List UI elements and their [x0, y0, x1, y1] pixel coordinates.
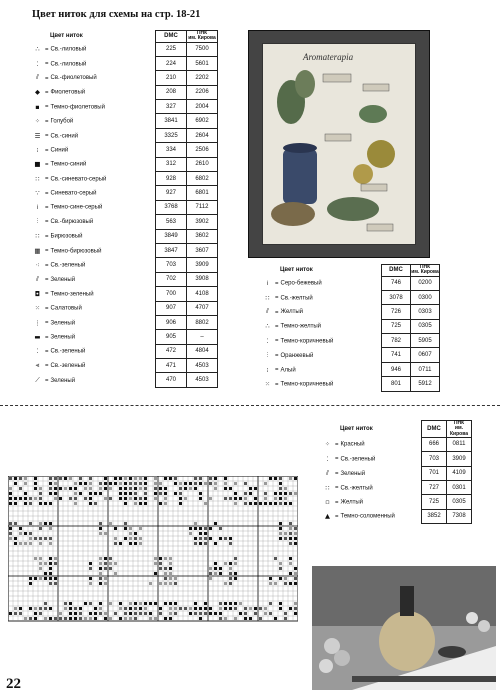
- thread-name: Темно-коричневый: [280, 338, 334, 345]
- stitch-symbol-icon: ⁖: [35, 261, 40, 270]
- cross-stitch-chart: [8, 476, 298, 629]
- col-header-name: Цвет ниток: [280, 267, 313, 274]
- equals-sign: =: [45, 233, 49, 240]
- thread-row: [32, 258, 218, 272]
- thread-name: Синий: [50, 147, 69, 154]
- thread-row: [32, 287, 218, 301]
- pnk-code: 2604: [187, 128, 218, 142]
- page-heading: Цвет ниток для схемы на стр. 18-21: [32, 9, 201, 20]
- equals-sign: =: [45, 248, 49, 255]
- stitch-symbol-icon: ⁙: [264, 379, 271, 388]
- dmc-code: 905: [156, 330, 187, 344]
- dmc-code: 208: [156, 85, 187, 99]
- dmc-code: 726: [382, 305, 411, 319]
- stitch-symbol-icon: ⁙: [34, 304, 41, 313]
- thread-table-second: [262, 264, 440, 392]
- thread-name-cell: [262, 319, 382, 333]
- thread-name: Зеленый: [50, 334, 76, 341]
- pnk-code: 3902: [187, 215, 218, 229]
- equals-sign: =: [275, 295, 279, 302]
- thread-row: [32, 42, 218, 56]
- thread-name: Св.-зеленый: [50, 363, 86, 370]
- stitch-symbol-icon: ∷: [325, 483, 330, 492]
- dmc-code: 3325: [156, 128, 187, 142]
- thread-name-cell: [32, 301, 156, 315]
- dmc-code: 224: [156, 56, 187, 70]
- thread-name: Св.-лиловый: [50, 61, 87, 68]
- dmc-code: 3078: [382, 290, 411, 304]
- thread-name-cell: [32, 243, 156, 257]
- thread-name-cell: [32, 85, 156, 99]
- thread-row: [32, 315, 218, 329]
- thread-row: [32, 229, 218, 243]
- dmc-code: 700: [156, 287, 187, 301]
- pnk-code: 3909: [187, 258, 218, 272]
- equals-sign: =: [335, 442, 339, 449]
- col-header-name: Цвет ниток: [340, 425, 373, 432]
- thread-row: [32, 143, 218, 157]
- stitch-symbol-icon: ☰: [34, 131, 41, 140]
- dmc-code: 312: [156, 157, 187, 171]
- thread-table-third: [322, 420, 472, 524]
- stitch-symbol-icon: ▪: [35, 102, 40, 111]
- equals-sign: =: [45, 61, 49, 68]
- equals-sign: =: [45, 133, 49, 140]
- thread-row: [262, 377, 440, 391]
- equals-sign: =: [45, 75, 49, 82]
- pnk-code: 6801: [187, 186, 218, 200]
- section-divider: [0, 405, 500, 406]
- thread-row: [32, 373, 218, 387]
- thread-name: Темно-зеленый: [50, 291, 94, 298]
- thread-name: Желтый: [280, 309, 304, 316]
- still-life-illustration: [312, 566, 496, 690]
- stitch-symbol-icon: ▬: [34, 333, 41, 341]
- artwork-title: Aromaterapia: [303, 52, 354, 62]
- thread-name-cell: [262, 348, 382, 362]
- dmc-code: 906: [156, 315, 187, 329]
- thread-name: Темно-сине-серый: [50, 205, 103, 212]
- stitch-symbol-icon: ▦: [34, 246, 41, 255]
- thread-name-cell: [32, 344, 156, 358]
- pnk-code: 3908: [187, 272, 218, 286]
- thread-name: Св.-бирюзовый: [50, 219, 94, 226]
- thread-row: [32, 128, 218, 142]
- dmc-code: 334: [156, 143, 187, 157]
- thread-name-cell: [262, 334, 382, 348]
- thread-name-cell: [32, 114, 156, 128]
- still-life-photo: [312, 566, 496, 690]
- thread-name-cell: [32, 71, 156, 85]
- thread-row: [32, 301, 218, 315]
- pnk-code: 2206: [187, 85, 218, 99]
- pnk-code: 0303: [411, 305, 440, 319]
- thread-name: Бирюзовый: [50, 233, 83, 240]
- thread-row: [262, 348, 440, 362]
- embroidery-canvas: [262, 43, 416, 245]
- thread-name-cell: [32, 56, 156, 70]
- pnk-code: 4108: [187, 287, 218, 301]
- thread-name-cell: [32, 172, 156, 186]
- equals-sign: =: [45, 320, 49, 327]
- thread-row: [262, 362, 440, 376]
- thread-name-cell: [32, 157, 156, 171]
- thread-name: Зеленый: [50, 277, 76, 284]
- equals-sign: =: [45, 176, 49, 183]
- dmc-code: 472: [156, 344, 187, 358]
- equals-sign: =: [45, 46, 49, 53]
- thread-name: Св.-зеленый: [50, 262, 86, 269]
- equals-sign: =: [335, 456, 339, 463]
- stitch-symbol-icon: ⁚: [36, 59, 39, 68]
- equals-sign: =: [45, 190, 49, 197]
- thread-name-cell: [262, 290, 382, 304]
- thread-row: [32, 157, 218, 171]
- thread-row: [32, 344, 218, 358]
- pnk-code: 0305: [411, 319, 440, 333]
- stitch-symbol-icon: ∷: [35, 174, 40, 183]
- stitch-symbol-icon: ⁚: [36, 347, 39, 356]
- equals-sign: =: [45, 89, 49, 96]
- equals-sign: =: [45, 205, 49, 212]
- thread-name-cell: [32, 215, 156, 229]
- pnk-code: 3607: [187, 243, 218, 257]
- thread-name: Св.-желтый: [340, 485, 373, 492]
- pnk-code: 3909: [447, 452, 472, 466]
- stitch-symbol-icon: ⟋: [35, 375, 40, 384]
- thread-name-cell: [262, 377, 382, 391]
- thread-name: Зеленый: [50, 377, 76, 384]
- thread-name-cell: [32, 200, 156, 214]
- thread-row: [322, 466, 472, 480]
- equals-sign: =: [45, 277, 49, 284]
- stitch-symbol-icon: ⫷: [35, 361, 40, 370]
- equals-sign: =: [275, 352, 279, 359]
- thread-row: [32, 114, 218, 128]
- thread-name-cell: [322, 509, 422, 523]
- stitch-symbol-icon: ▫: [325, 498, 330, 506]
- thread-name-cell: [262, 276, 382, 290]
- pnk-code: 0200: [411, 276, 440, 290]
- stitch-symbol-icon: ⋮: [34, 318, 41, 327]
- pnk-code: 6902: [187, 114, 218, 128]
- thread-name-cell: [32, 42, 156, 56]
- equals-sign: =: [45, 219, 49, 226]
- equals-sign: =: [335, 513, 339, 520]
- thread-name-cell: [32, 186, 156, 200]
- thread-row: [32, 172, 218, 186]
- pnk-code: 0607: [411, 348, 440, 362]
- stitch-symbol-icon: ∵: [35, 189, 40, 198]
- thread-name: Голубой: [50, 118, 74, 125]
- thread-row: [322, 495, 472, 509]
- stitch-symbol-icon: ⁚: [266, 336, 269, 345]
- thread-name-cell: [32, 373, 156, 387]
- thread-name: Желтый: [340, 499, 364, 506]
- stitch-symbol-icon: ⁝: [266, 365, 269, 374]
- pnk-code: 2610: [187, 157, 218, 171]
- thread-name: Св.-фиолетовый: [50, 75, 97, 82]
- thread-name-cell: [322, 437, 422, 451]
- thread-name-cell: [262, 362, 382, 376]
- thread-name: Темно-соломенный: [340, 513, 395, 520]
- thread-name: Темно-коричневый: [280, 381, 334, 388]
- thread-name-cell: [32, 143, 156, 157]
- dmc-code: 702: [156, 272, 187, 286]
- thread-name-cell: [322, 466, 422, 480]
- stitch-symbol-icon: ◘: [34, 289, 41, 298]
- equals-sign: =: [45, 305, 49, 312]
- thread-name-cell: [322, 495, 422, 509]
- thread-name: Темно-синий: [50, 161, 87, 168]
- stitch-symbol-icon: ⁞: [36, 203, 39, 212]
- pnk-code: 4109: [447, 466, 472, 480]
- pnk-code: 6802: [187, 172, 218, 186]
- stitch-symbol-icon: ⫶: [266, 350, 269, 359]
- thread-name-cell: [32, 330, 156, 344]
- pnk-code: 0305: [447, 495, 472, 509]
- dmc-code: 727: [422, 480, 447, 494]
- pnk-code: 2202: [187, 71, 218, 85]
- pnk-code: 2004: [187, 100, 218, 114]
- pnk-code: 0811: [447, 437, 472, 451]
- thread-name: Св.-зеленый: [50, 348, 86, 355]
- equals-sign: =: [275, 367, 279, 374]
- thread-name: Алый: [280, 367, 296, 374]
- thread-name: Св.-желтый: [280, 295, 313, 302]
- thread-row: [32, 200, 218, 214]
- thread-name: Зеленый: [50, 320, 76, 327]
- stitch-symbol-icon: ∷: [265, 293, 270, 302]
- stitch-grid: [8, 476, 298, 624]
- thread-name-cell: [32, 100, 156, 114]
- equals-sign: =: [275, 381, 279, 388]
- dmc-code: 225: [156, 42, 187, 56]
- thread-name: Темно-бирюзовый: [50, 248, 102, 255]
- pnk-code: 8802: [187, 315, 218, 329]
- thread-name-cell: [32, 272, 156, 286]
- thread-name: Серо-бежевый: [280, 280, 322, 287]
- stitch-symbol-icon: ∷: [35, 232, 40, 241]
- stitch-symbol-icon: ⁝: [36, 145, 39, 154]
- pnk-code: 7112: [187, 200, 218, 214]
- stitch-symbol-icon: ⫽: [36, 274, 39, 283]
- equals-sign: =: [45, 161, 49, 168]
- thread-row: [32, 71, 218, 85]
- col-header-pnk: ПНК им. Кирова: [447, 421, 472, 438]
- thread-name-cell: [32, 128, 156, 142]
- dmc-code: 471: [156, 359, 187, 373]
- stitch-symbol-icon: ∴: [35, 45, 40, 54]
- dmc-code: 927: [156, 186, 187, 200]
- dmc-code: 666: [422, 437, 447, 451]
- equals-sign: =: [275, 323, 279, 330]
- pnk-code: 4707: [187, 301, 218, 315]
- equals-sign: =: [45, 363, 49, 370]
- thread-row: [32, 243, 218, 257]
- pnk-code: 7500: [187, 42, 218, 56]
- thread-name: Фиолетовый: [50, 89, 86, 96]
- thread-name: Св.-зеленый: [340, 456, 376, 463]
- col-header-name: Цвет ниток: [50, 33, 83, 40]
- thread-row: [32, 186, 218, 200]
- equals-sign: =: [45, 291, 49, 298]
- thread-row: [32, 359, 218, 373]
- dmc-code: 3841: [156, 114, 187, 128]
- stitch-symbol-icon: ■: [34, 160, 41, 169]
- equals-sign: =: [275, 309, 279, 316]
- embroidery-illustration: [263, 44, 415, 244]
- col-header-pnk: ПНК им. Кирова: [188, 30, 216, 42]
- thread-name: Темно-желтый: [280, 323, 322, 330]
- thread-row: [322, 480, 472, 494]
- thread-row: [32, 56, 218, 70]
- thread-row: [32, 330, 218, 344]
- dmc-code: 782: [382, 334, 411, 348]
- pnk-code: 5601: [187, 56, 218, 70]
- dmc-code: 210: [156, 71, 187, 85]
- stitch-symbol-icon: ⁚: [326, 454, 329, 463]
- equals-sign: =: [45, 118, 49, 125]
- pnk-code: 2506: [187, 143, 218, 157]
- dmc-code: 3849: [156, 229, 187, 243]
- page-number: 22: [6, 676, 21, 692]
- thread-row: [262, 334, 440, 348]
- stitch-symbol-icon: ⫶: [36, 217, 39, 226]
- pnk-code: 5905: [411, 334, 440, 348]
- pnk-code: 0301: [447, 480, 472, 494]
- thread-name-cell: [322, 480, 422, 494]
- thread-name: Зеленый: [340, 470, 366, 477]
- dmc-code: 928: [156, 172, 187, 186]
- dmc-code: 725: [382, 319, 411, 333]
- thread-row: [262, 290, 440, 304]
- dmc-code: 3847: [156, 243, 187, 257]
- dmc-code: 327: [156, 100, 187, 114]
- equals-sign: =: [45, 334, 49, 341]
- stitch-symbol-icon: ⁘: [324, 440, 331, 449]
- dmc-code: 3768: [156, 200, 187, 214]
- equals-sign: =: [335, 485, 339, 492]
- framed-embroidery-photo: [248, 30, 430, 258]
- thread-row: [32, 85, 218, 99]
- equals-sign: =: [335, 470, 339, 477]
- pnk-code: 4503: [187, 373, 218, 387]
- thread-name-cell: [262, 305, 382, 319]
- thread-name: Салатовый: [50, 305, 82, 312]
- stitch-symbol-icon: ⁞: [266, 279, 269, 288]
- col-header-pnk: ПНК им. Кирова: [411, 264, 439, 276]
- pnk-code: –: [187, 330, 218, 344]
- dmc-code: 907: [156, 301, 187, 315]
- thread-row: [32, 100, 218, 114]
- thread-name: Св.-синевато-серый: [50, 176, 107, 183]
- pnk-code: 4804: [187, 344, 218, 358]
- stitch-symbol-icon: ⫽: [326, 468, 329, 477]
- pnk-code: 3602: [187, 229, 218, 243]
- dmc-code: 703: [422, 452, 447, 466]
- thread-row: [322, 452, 472, 466]
- equals-sign: =: [45, 348, 49, 355]
- equals-sign: =: [275, 338, 279, 345]
- equals-sign: =: [45, 262, 49, 269]
- stitch-symbol-icon: ∴: [265, 322, 270, 331]
- thread-row: [262, 276, 440, 290]
- thread-name-cell: [32, 287, 156, 301]
- col-header-dmc: DMC: [422, 421, 447, 438]
- thread-row: [322, 437, 472, 451]
- equals-sign: =: [45, 147, 49, 154]
- stitch-symbol-icon: ⁘: [34, 117, 41, 126]
- pnk-code: 0711: [411, 362, 440, 376]
- pnk-code: 5912: [411, 377, 440, 391]
- thread-name: Оранжевый: [280, 352, 314, 359]
- thread-row: [32, 272, 218, 286]
- thread-table-main: [32, 30, 218, 388]
- thread-name-cell: [32, 229, 156, 243]
- thread-name: Синевато-серый: [50, 190, 97, 197]
- dmc-code: 746: [382, 276, 411, 290]
- thread-row: [262, 305, 440, 319]
- thread-name-cell: [32, 359, 156, 373]
- thread-name-cell: [32, 258, 156, 272]
- pnk-code: 0300: [411, 290, 440, 304]
- pnk-code: 7308: [447, 509, 472, 523]
- stitch-symbol-icon: ▲: [325, 512, 330, 521]
- dmc-code: 703: [156, 258, 187, 272]
- dmc-code: 741: [382, 348, 411, 362]
- thread-name: Темно-фиолетовый: [50, 104, 105, 111]
- thread-name-cell: [32, 315, 156, 329]
- stitch-symbol-icon: ⫽: [36, 73, 39, 82]
- dmc-code: 801: [382, 377, 411, 391]
- dmc-code: 3852: [422, 509, 447, 523]
- stitch-symbol-icon: ◆: [35, 88, 40, 97]
- thread-name: Красный: [340, 442, 365, 449]
- equals-sign: =: [335, 499, 339, 506]
- col-header-dmc: DMC: [156, 31, 187, 43]
- thread-name: Св.-синий: [50, 133, 79, 140]
- dmc-code: 563: [156, 215, 187, 229]
- dmc-code: 946: [382, 362, 411, 376]
- thread-row: [32, 215, 218, 229]
- equals-sign: =: [45, 104, 49, 111]
- dmc-code: 725: [422, 495, 447, 509]
- stitch-symbol-icon: ⫽: [266, 307, 269, 316]
- dmc-code: 470: [156, 373, 187, 387]
- thread-name-cell: [322, 452, 422, 466]
- col-header-dmc: DMC: [382, 265, 411, 277]
- thread-name: Св.-лиловый: [50, 46, 87, 53]
- thread-row: [262, 319, 440, 333]
- equals-sign: =: [275, 280, 279, 287]
- thread-row: [322, 509, 472, 523]
- pnk-code: 4503: [187, 359, 218, 373]
- dmc-code: 701: [422, 466, 447, 480]
- equals-sign: =: [45, 377, 49, 384]
